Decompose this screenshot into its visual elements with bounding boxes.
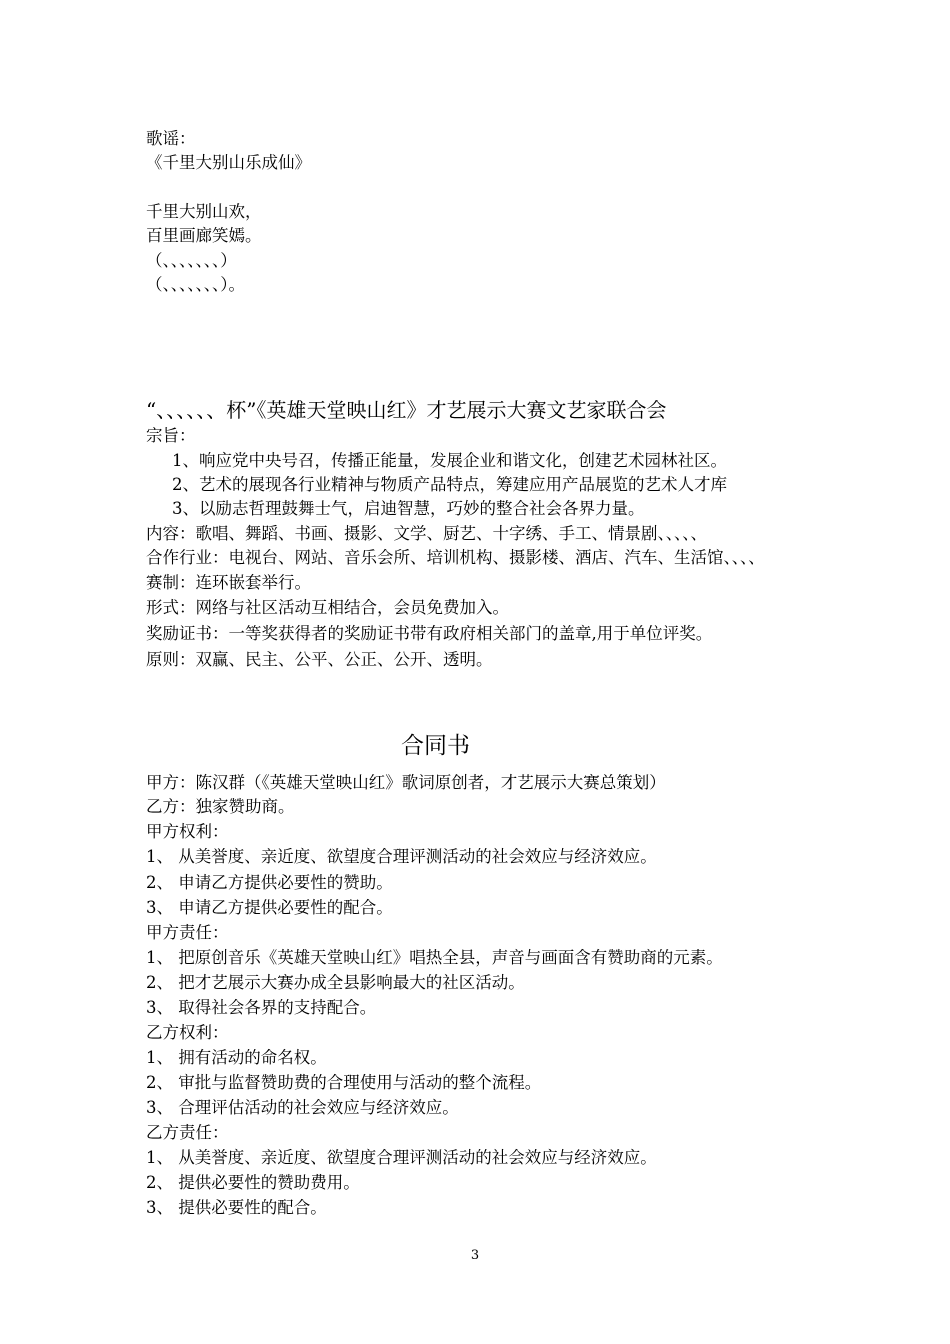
content-line: 内容：歌唱、舞蹈、书画、摄影、文学、厨艺、十字绣、手工、情景剧、、、、、 <box>146 524 707 543</box>
purpose-label: 宗旨： <box>146 426 196 445</box>
form-line: 形式：网络与社区活动互相结合，会员免费加入。 <box>146 598 509 617</box>
purpose-item: 3、以励志哲理鼓舞士气，启迪智慧，巧妙的整合社会各界力量。 <box>172 499 645 518</box>
purpose-item: 1、响应党中央号召，传播正能量，发展企业和谐文化，创建艺术园林社区。 <box>172 451 727 470</box>
a-duties-label: 甲方责任： <box>146 923 229 942</box>
b-duties-item: 3、 提供必要性的配合。 <box>146 1198 327 1217</box>
b-duties-item: 1、 从美誉度、亲近度、欲望度合理评测活动的社会效应与经济效应。 <box>146 1148 657 1167</box>
a-duties-item: 1、 把原创音乐《英雄天堂映山红》唱热全县，声音与画面含有赞助商的元素。 <box>146 948 723 967</box>
award-line: 奖励证书：一等奖获得者的奖励证书带有政府相关部门的盖章,用于单位评奖。 <box>146 624 713 643</box>
a-rights-label: 甲方权利： <box>146 822 229 841</box>
ballad-line: （、、、、、、、） <box>146 251 237 270</box>
principle-line: 原则：双赢、民主、公平、公正、公开、透明。 <box>146 650 493 669</box>
b-rights-item: 3、 合理评估活动的社会效应与经济效应。 <box>146 1098 459 1117</box>
party-a: 甲方：陈汉群（《英雄天堂映山红》歌词原创者，才艺展示大赛总策划） <box>146 773 666 792</box>
association-banner: “、、、、、、杯”《英雄天堂映山红》才艺展示大赛文艺家联合会 <box>146 398 667 422</box>
a-duties-item: 3、 取得社会各界的支持配合。 <box>146 998 377 1017</box>
ballad-line: 百里画廊笑嫣。 <box>146 226 262 245</box>
ballad-line: 千里大别山欢， <box>146 202 262 221</box>
system-line: 赛制：连环嵌套举行。 <box>146 573 311 592</box>
page-number: 3 <box>470 1248 480 1263</box>
ballad-line: （、、、、、、、）。 <box>146 275 245 294</box>
contract-title: 合同书 <box>401 733 470 759</box>
b-rights-label: 乙方权利： <box>146 1023 229 1042</box>
partners-line: 合作行业：电视台、网站、音乐会所、培训机构、摄影楼、酒店、汽车、生活馆、、、、 <box>146 548 765 567</box>
b-rights-item: 2、 审批与监督赞助费的合理使用与活动的整个流程。 <box>146 1073 542 1092</box>
purpose-item: 2、艺术的展现各行业精神与物质产品特点，筹建应用产品展览的艺术人才库 <box>172 475 727 494</box>
b-rights-item: 1、 拥有活动的命名权。 <box>146 1048 327 1067</box>
party-b: 乙方：独家赞助商。 <box>146 797 295 816</box>
a-rights-item: 3、 申请乙方提供必要性的配合。 <box>146 898 393 917</box>
a-rights-item: 1、 从美誉度、亲近度、欲望度合理评测活动的社会效应与经济效应。 <box>146 847 657 866</box>
a-rights-item: 2、 申请乙方提供必要性的赞助。 <box>146 873 393 892</box>
b-duties-item: 2、 提供必要性的赞助费用。 <box>146 1173 360 1192</box>
ballad-title: 《千里大别山乐成仙》 <box>146 153 311 172</box>
ballad-label: 歌谣： <box>146 129 196 148</box>
b-duties-label: 乙方责任： <box>146 1123 229 1142</box>
a-duties-item: 2、 把才艺展示大赛办成全县影响最大的社区活动。 <box>146 973 525 992</box>
